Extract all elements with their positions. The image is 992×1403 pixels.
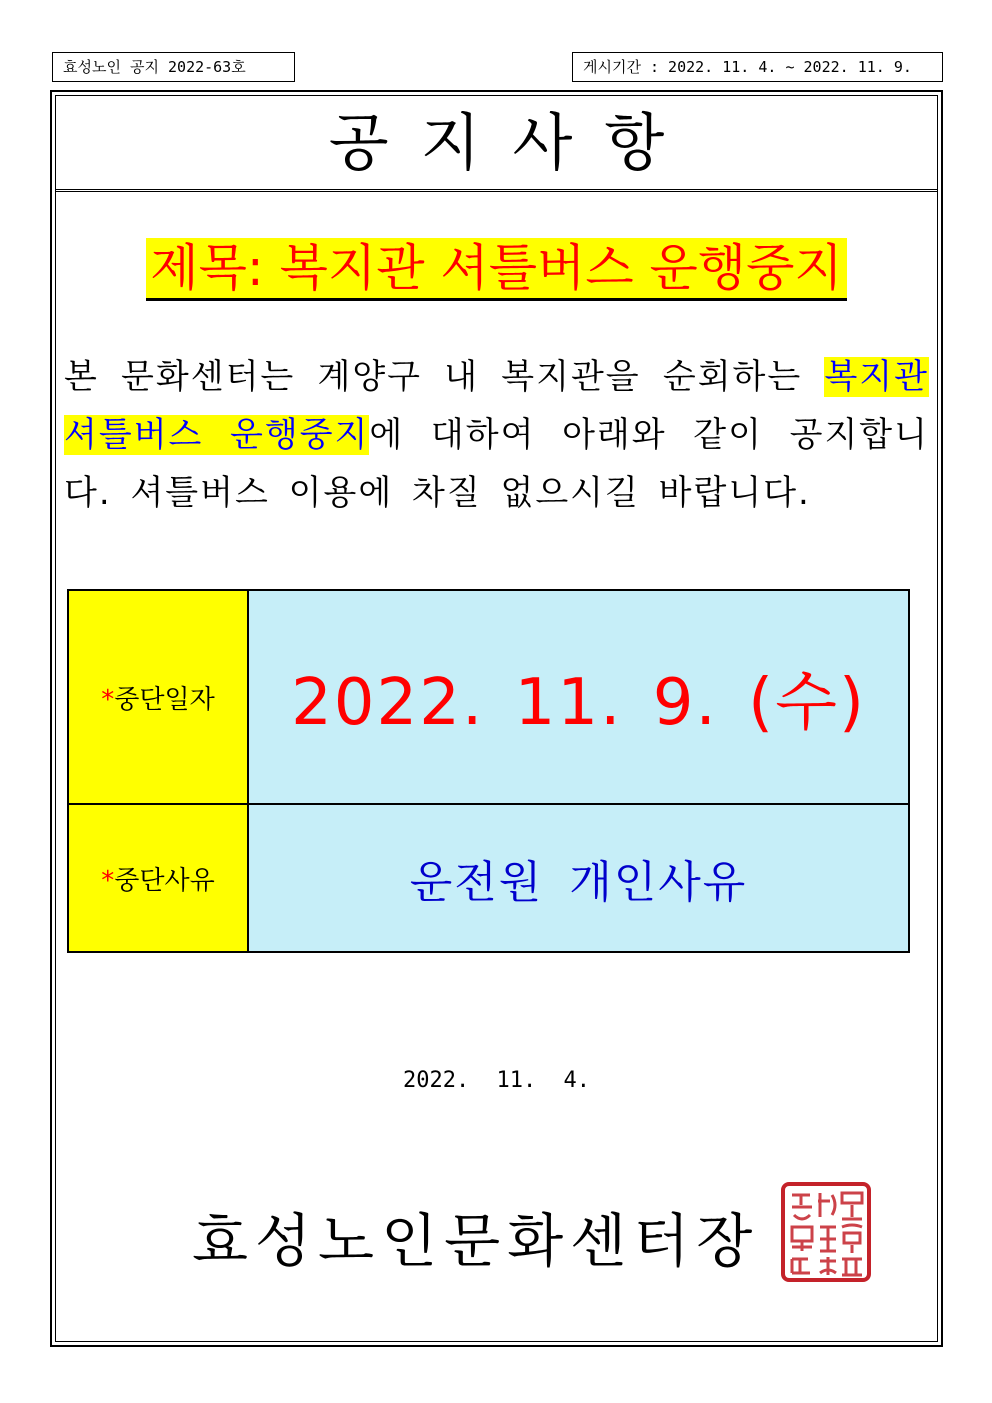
notice-body [64,348,929,522]
body-highlight: 복지관 셔틀버스 운행중지 [64,357,929,455]
page-title: 공지사항 [328,106,697,179]
subject-wrap [56,238,937,301]
reason-label: 중단사유 [114,865,215,896]
notice-frame [50,90,943,1347]
star-icon: * [101,865,115,896]
posting-period-box [572,52,943,82]
reason-value-cell [248,804,909,952]
star-icon: * [101,684,115,715]
table-row-reason [68,804,909,952]
body-text-part1: 본 문화센터는 계양구 내 복지관을 순회하는 [64,357,825,397]
subject-heading: 제목: 복지관 셔틀버스 운행중지 [146,238,846,301]
date-label-cell [68,590,248,804]
signature: 효성노인문화센터장 [192,1207,760,1275]
notice-number-box [52,52,295,82]
title-row [56,96,937,192]
stop-reason-value: 운전원 개인사유 [409,857,748,908]
date-value-cell [248,590,909,804]
body-text-part2: 에 대하여 아래와 같이 공지합니다. 셔틀버스 이용에 차질 없으시길 바랍니다. [64,415,929,513]
info-table [67,589,910,953]
reason-label-cell [68,804,248,952]
table-row-date [68,590,909,804]
notice-frame-inner [55,95,938,1342]
official-seal-icon [780,1181,872,1283]
stop-date-value: 2022. 11. 9. (수) [291,666,866,740]
post-date: 2022. 11. 4. [403,1068,590,1093]
notice-number: 효성노인 공지 2022-63호 [63,58,246,76]
posting-period: 게시기간 : 2022. 11. 4. ~ 2022. 11. 9. [583,58,912,76]
date-label: 중단일자 [114,684,215,715]
